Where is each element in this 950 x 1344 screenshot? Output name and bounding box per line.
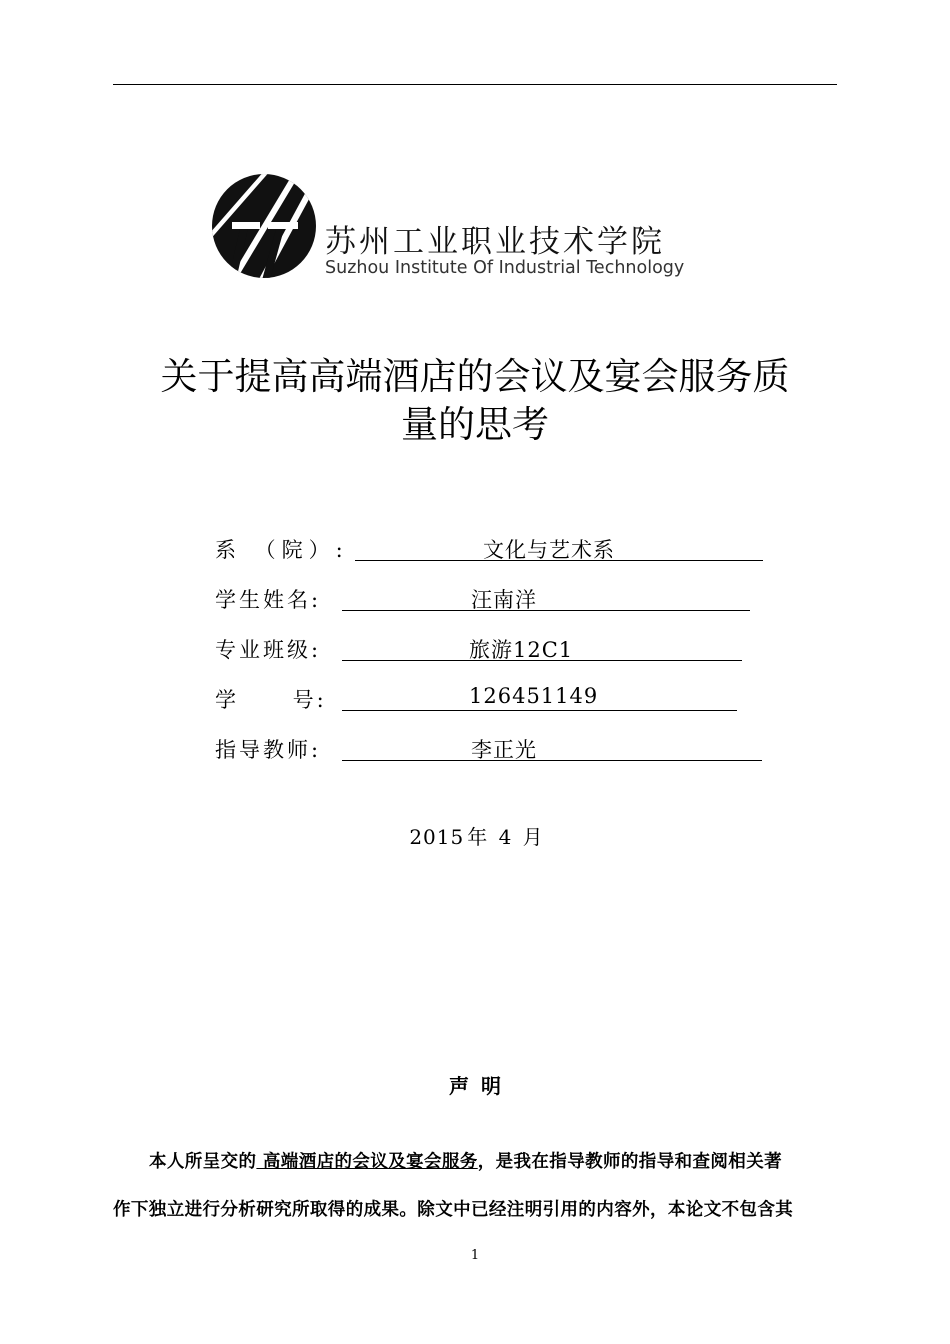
institute-name-en: Suzhou Institute Of Industrial Technology [325, 258, 685, 278]
thesis-title [100, 353, 850, 449]
info-value: 126451149 [469, 684, 599, 708]
info-value: 旅游12C1 [469, 638, 574, 662]
fill-line [342, 760, 762, 761]
page-number: 1 [470, 1248, 480, 1263]
header-rule [113, 84, 837, 85]
info-value: 文化与艺术系 [483, 538, 615, 562]
declaration-thesis-topic: 高端酒店的会议及宴会服务 [256, 1152, 478, 1172]
info-row-student-id [215, 684, 765, 714]
info-label: 学 号: [215, 688, 327, 712]
institute-emblem-icon [212, 172, 316, 280]
fill-line [342, 710, 737, 711]
declaration-line-2: 作下独立进行分析研究所取得的成果。除文中已经注明引用的内容外，本论文不包含其 [113, 1200, 794, 1220]
institute-logo [212, 172, 692, 286]
date-month-unit: 月 [522, 825, 544, 849]
info-row-student-name [215, 584, 765, 614]
date-year-unit: 年 [467, 825, 489, 849]
info-label: 指导教师: [215, 738, 322, 762]
institute-name-cn: 苏州工业职业技术学院 [325, 224, 665, 260]
info-row-major-class [215, 634, 765, 664]
info-label: 学生姓名: [215, 588, 322, 612]
submission-date [0, 821, 950, 850]
info-row-advisor [215, 734, 765, 764]
thesis-title-line2: 量的思考 [401, 403, 549, 446]
info-label: 系 （院）: [215, 538, 349, 562]
date-month: 4 [498, 825, 513, 849]
declaration-heading: 声明 [449, 1074, 513, 1098]
info-value: 李正光 [471, 738, 537, 762]
info-row-department [215, 534, 765, 564]
declaration-line-1 [113, 1148, 837, 1173]
info-label: 专业班级: [215, 638, 322, 662]
fill-line [342, 610, 750, 611]
info-value: 汪南洋 [471, 588, 537, 612]
declaration-suffix: ，是我在指导教师的指导和查阅相关著 [477, 1152, 783, 1172]
declaration-prefix: 本人所呈交的 [149, 1152, 257, 1172]
thesis-title-line1: 关于提高高端酒店的会议及宴会服务质 [160, 355, 790, 398]
date-year: 2015 [409, 825, 465, 849]
